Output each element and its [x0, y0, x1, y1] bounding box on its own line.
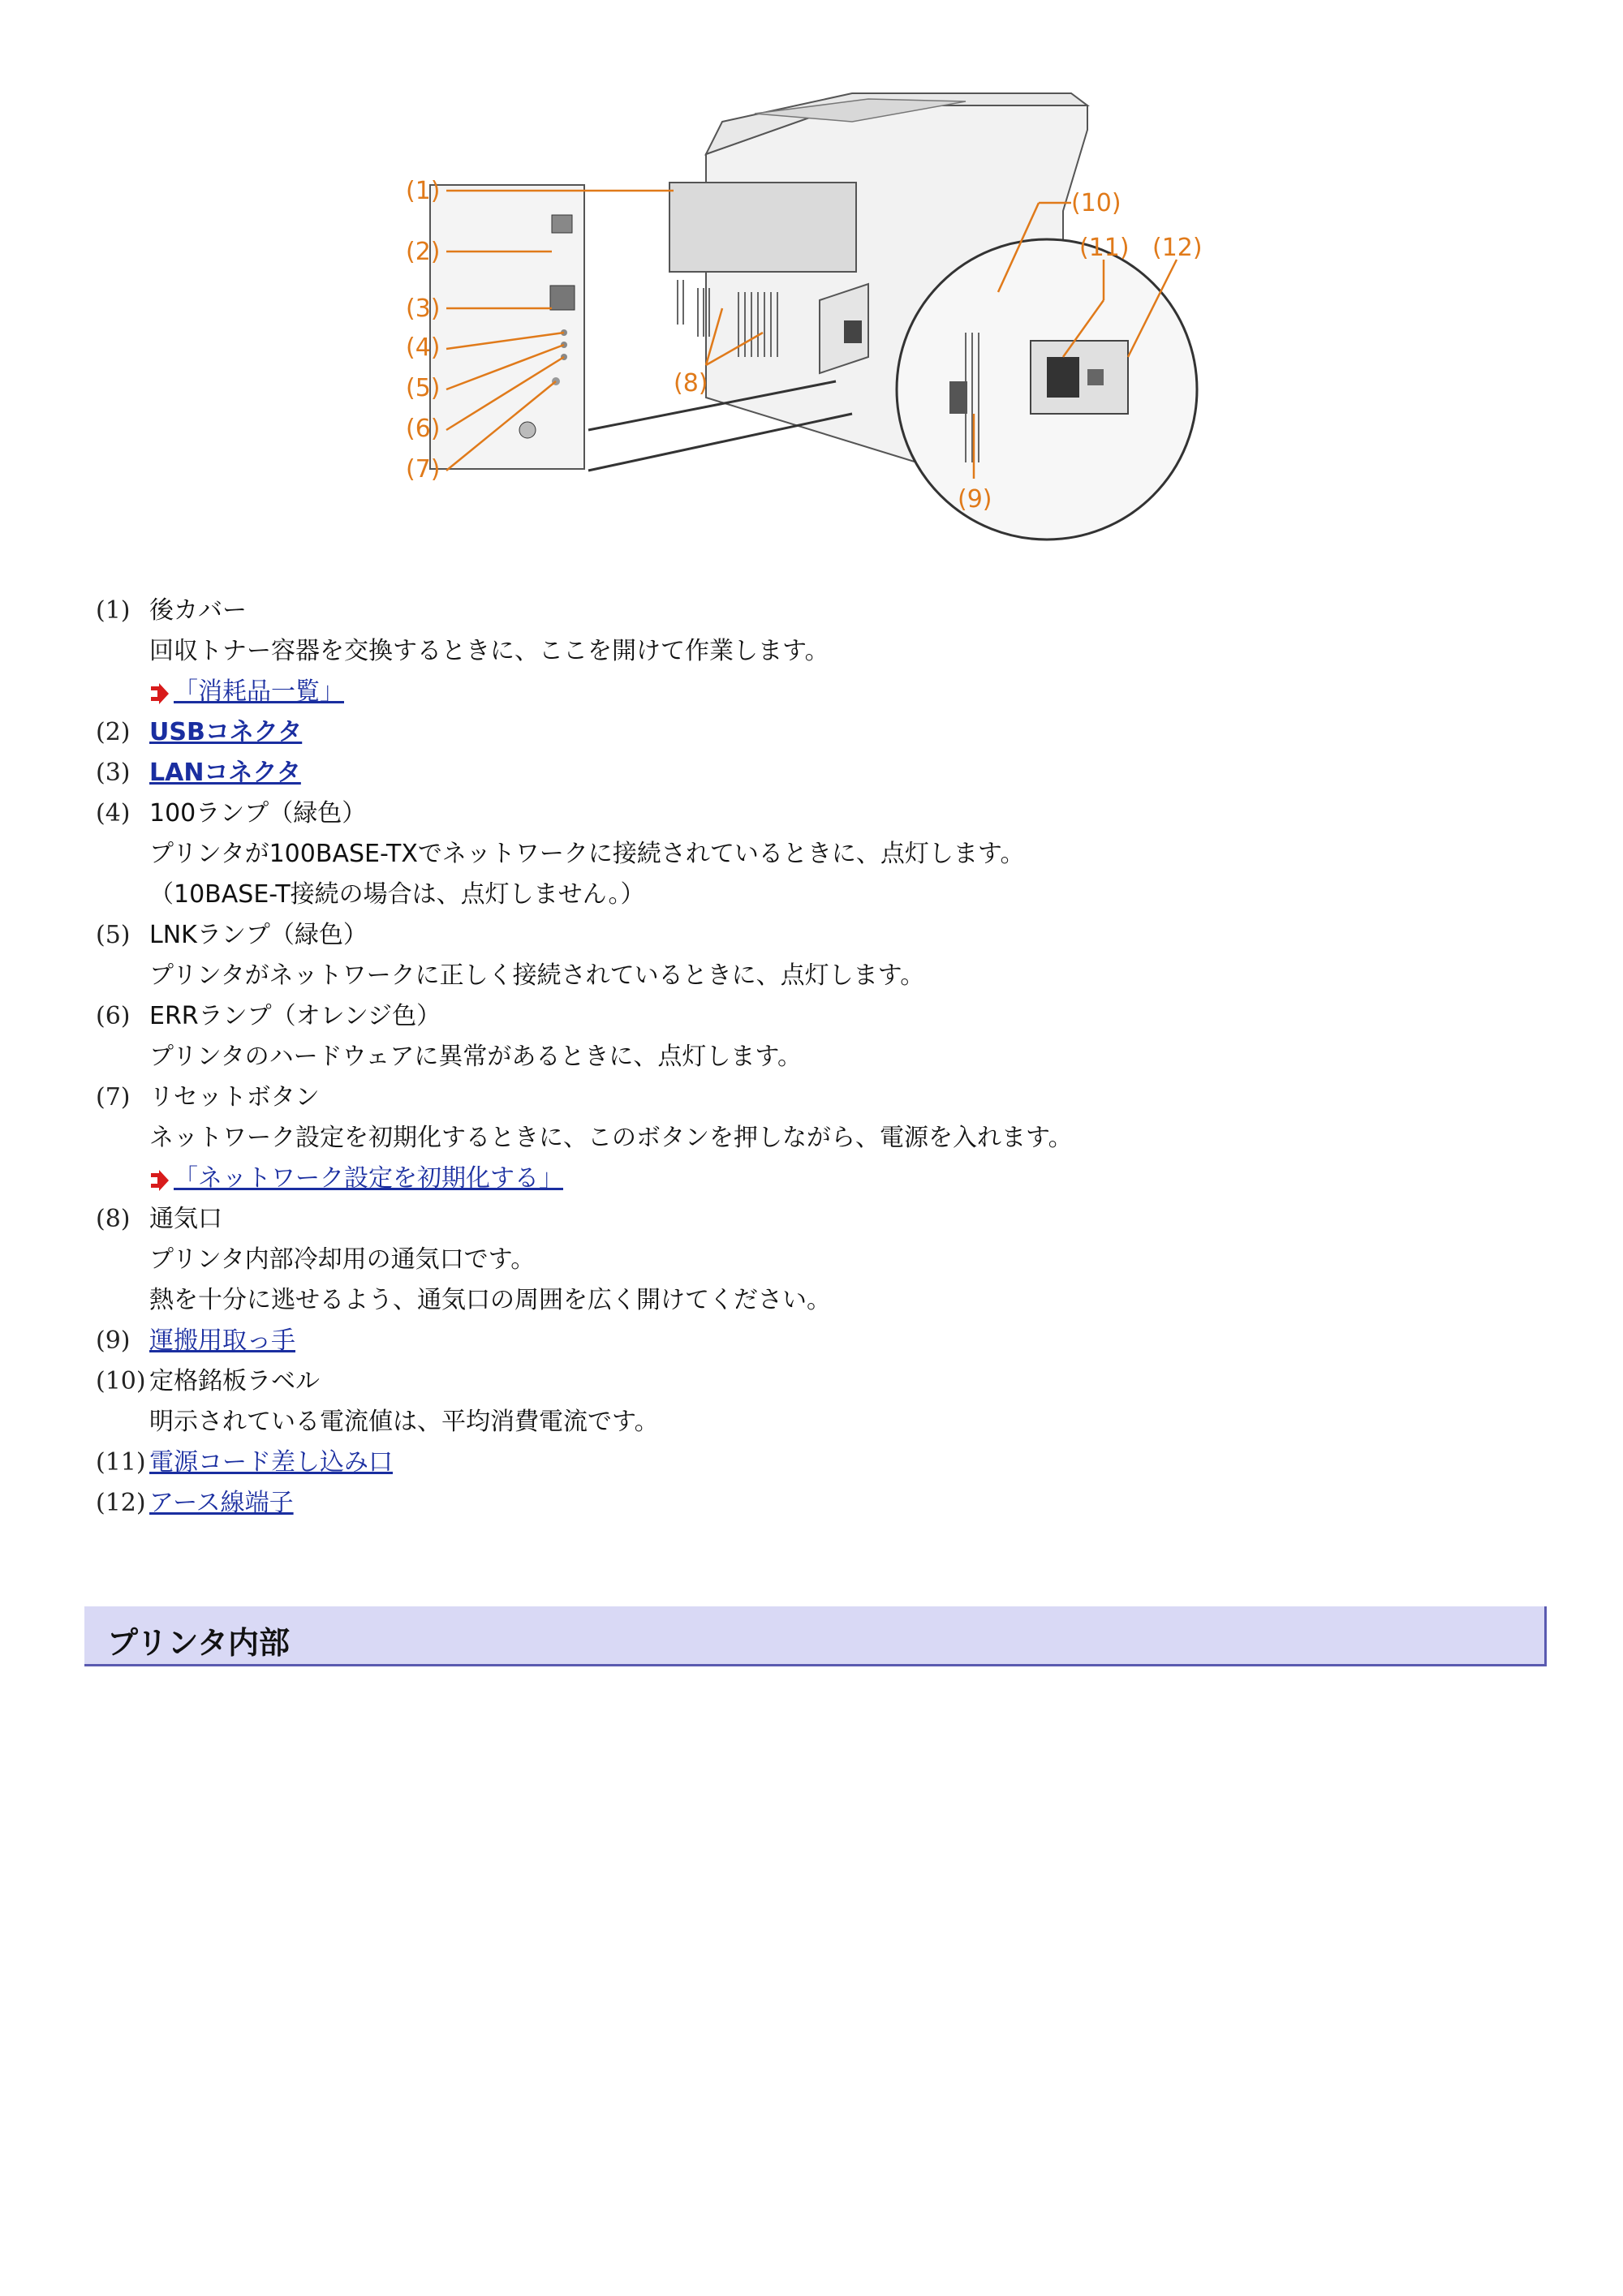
- item-description: 回収トナー容器を交換するときに、ここを開けて作業します。: [149, 637, 829, 665]
- item-link-lan-connector[interactable]: LANコネクタ: [149, 759, 301, 787]
- rear-cover-shape: [669, 183, 856, 272]
- xref-link-network-reset[interactable]: [149, 1159, 1556, 1199]
- printer-rear-illustration: [398, 89, 1242, 544]
- callout-10: (10): [1071, 189, 1121, 217]
- callout-3: (3): [406, 295, 441, 323]
- item-description: プリンタがネットワークに正しく接続されているときに、点灯します。: [149, 961, 925, 990]
- item-label-rear-cover: 後カバー: [149, 596, 247, 625]
- item-number: (5): [96, 921, 131, 949]
- arrow-right-icon: [149, 1170, 170, 1191]
- item-number: (6): [96, 1002, 131, 1030]
- item-link-usb-connector[interactable]: USBコネクタ: [149, 718, 303, 746]
- item-label-vent: 通気口: [149, 1205, 222, 1233]
- item-number: (11): [96, 1448, 146, 1477]
- xref-link-consumables[interactable]: [149, 672, 1556, 712]
- item-description: （10BASE-T接続の場合は、点灯しません。）: [149, 880, 645, 909]
- item-number: (2): [96, 718, 131, 746]
- item-label-100-lamp: 100ランプ（緑色）: [149, 799, 367, 828]
- callout-5: (5): [406, 374, 441, 402]
- arrow-right-icon: [149, 683, 170, 704]
- callout-6: (6): [406, 415, 441, 443]
- callout-12: (12): [1152, 234, 1203, 262]
- xref-consumables-link[interactable]: 「消耗品一覧」: [174, 677, 344, 706]
- callout-8: (8): [674, 369, 708, 398]
- callout-7: (7): [406, 455, 441, 484]
- item-number: (10): [96, 1367, 146, 1395]
- callout-4: (4): [406, 333, 441, 362]
- item-label-rating-label: 定格銘板ラベル: [149, 1367, 320, 1395]
- item-description: プリンタ内部冷却用の通気口です。: [149, 1245, 536, 1274]
- list-item: [96, 996, 1556, 1037]
- item-label-err-lamp: ERRランプ（オレンジ色）: [149, 1002, 441, 1030]
- callout-11: (11): [1079, 234, 1130, 262]
- item-number: (9): [96, 1326, 131, 1355]
- callout-2: (2): [406, 238, 441, 266]
- list-item: [96, 915, 1556, 956]
- item-label-lnk-lamp: LNKランプ（緑色）: [149, 921, 368, 949]
- item-number: (12): [96, 1489, 146, 1517]
- item-link-power-inlet[interactable]: 電源コード差し込み口: [149, 1448, 393, 1477]
- list-item: [96, 1443, 1556, 1483]
- section-heading-bar: [84, 1606, 1547, 1666]
- list-item: [96, 1199, 1556, 1240]
- item-description: プリンタが100BASE-TXでネットワークに接続されているときに、点灯します。: [149, 840, 1025, 868]
- list-item: [96, 1361, 1556, 1402]
- item-number: (7): [96, 1083, 131, 1111]
- item-description: プリンタのハードウェアに異常があるときに、点灯します。: [149, 1043, 802, 1071]
- callout-9: (9): [958, 485, 992, 514]
- printer-diagram: [398, 89, 1242, 544]
- item-number: (4): [96, 799, 131, 828]
- parts-list: [96, 591, 1556, 1524]
- item-label-reset-button: リセットボタン: [149, 1083, 320, 1111]
- list-item: [96, 712, 1556, 753]
- item-number: (1): [96, 596, 131, 625]
- list-item: [96, 1077, 1556, 1118]
- callout-1: (1): [406, 177, 441, 205]
- item-description: 明示されている電流値は、平均消費電流です。: [149, 1408, 659, 1436]
- list-item: [96, 793, 1556, 834]
- list-item: [96, 1321, 1556, 1361]
- item-description: ネットワーク設定を初期化するときに、このボタンを押しながら、電源を入れます。: [149, 1124, 1073, 1152]
- list-item: [96, 591, 1556, 631]
- xref-network-reset-link[interactable]: 「ネットワーク設定を初期化する」: [174, 1164, 563, 1193]
- item-number: (8): [96, 1205, 131, 1233]
- item-number: (3): [96, 759, 131, 787]
- section-title: プリンタ内部: [107, 1625, 290, 1661]
- item-description: 熱を十分に逃せるよう、通気口の周囲を広く開けてください。: [149, 1286, 831, 1314]
- list-item: [96, 1483, 1556, 1524]
- item-link-ground-terminal[interactable]: アース線端子: [149, 1489, 294, 1517]
- list-item: [96, 753, 1556, 793]
- item-link-carry-handle[interactable]: 運搬用取っ手: [149, 1326, 295, 1355]
